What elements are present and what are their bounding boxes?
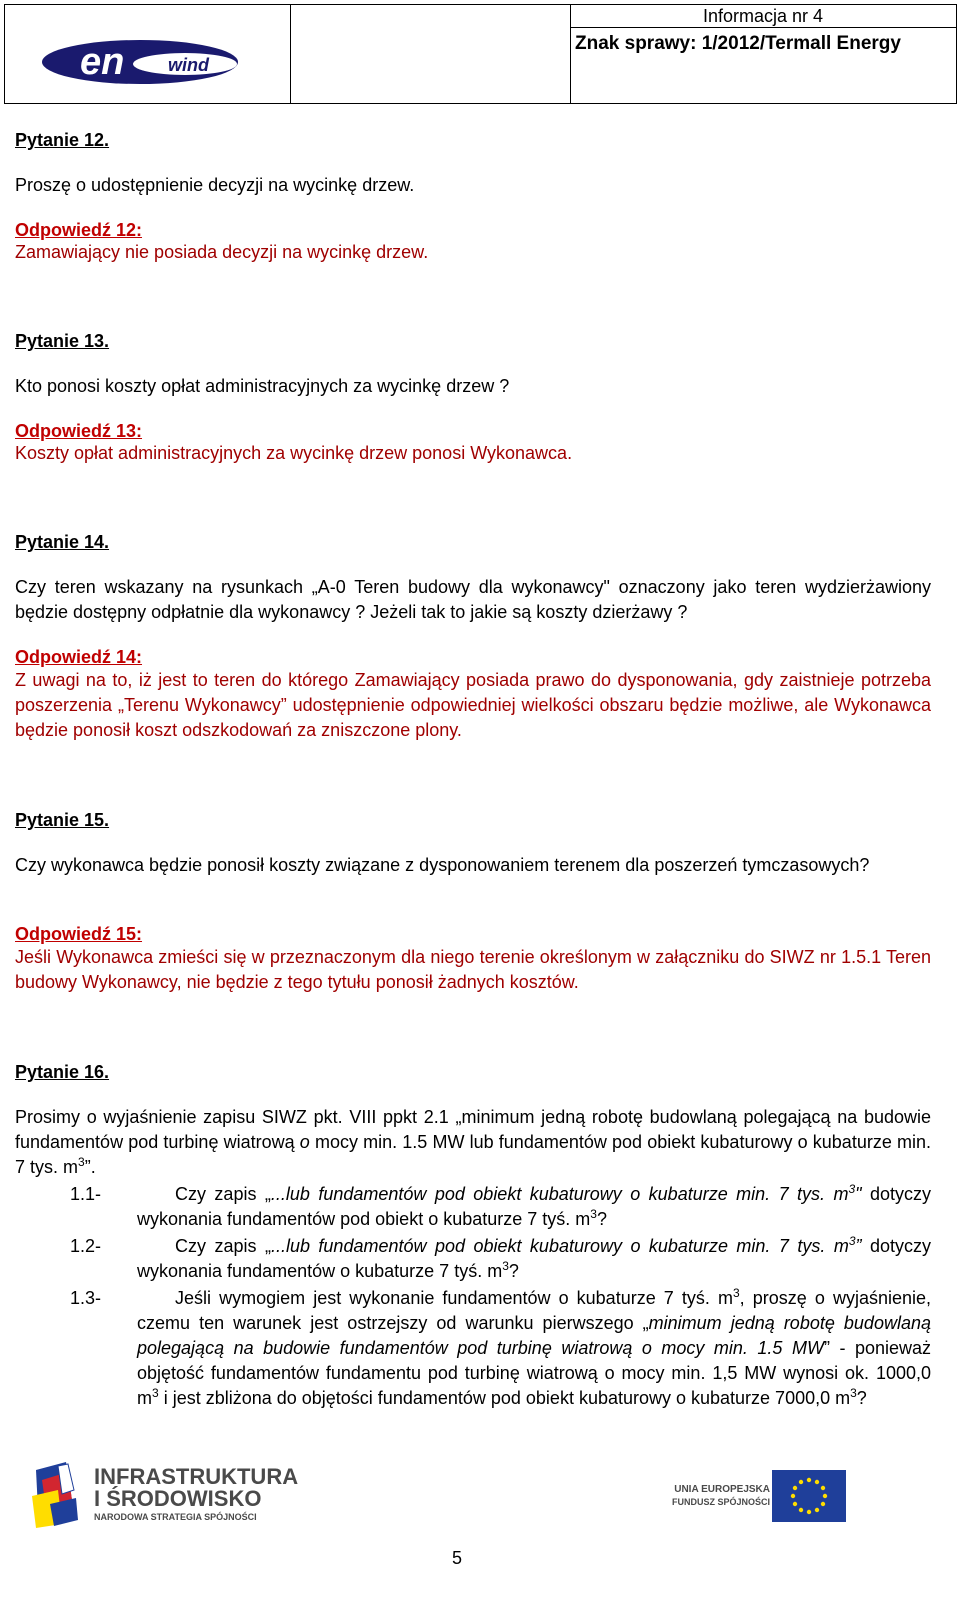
logo-text-en: en: [80, 41, 125, 83]
question-13-text: Kto ponosi koszty opłat administracyjnych za wycinkę drzew ?: [15, 376, 510, 396]
question-12-heading: Pytanie 12.: [15, 130, 110, 150]
footer-right-line2: FUNDUSZ SPÓJNOŚCI: [671, 1497, 770, 1507]
list-item-text: Czy zapis „...lub fundamentów pod obiekt kubaturowy o kubaturze min. 7 tys. $m^3$" dotyczy wykonania fundamentów pod obiekt o kubaturze 7 tyś. $m^3$?: [137, 1182, 931, 1229]
footer-left-line3: NARODOWA STRATEGIA SPÓJNOŚCI: [94, 1512, 257, 1522]
infrastruktura-srodowisko-logo: [28, 1460, 299, 1535]
question-16-intro: Prosimy o wyjaśnienie zapisu SIWZ pkt. VIII ppkt 2.1 „minimum jedną robotę budowlaną polegającą na budowie fundamentów pod turbinę wiatrową o mocy min. 1.5 MW lub fundamentów pod obiekt kubaturowy o kubaturze min. 7 tys. $m^3$”.: [15, 1107, 931, 1177]
footer-left-line2: I ŚRODOWISKO: [94, 1486, 262, 1511]
answer-15-heading: Odpowiedź 15:: [15, 924, 143, 944]
list-item-text: Czy zapis „...lub fundamentów pod obiekt kubaturowy o kubaturze min. 7 tys. $m^3$” dotyczy wykonania fundamentów o kubaturze 7 tyś. $m^3$?: [137, 1234, 931, 1281]
header-title-cell: [570, 5, 956, 28]
question-15-heading: Pytanie 15.: [15, 810, 110, 830]
question-12-text: Proszę o udostępnienie decyzji na wycinkę drzew.: [15, 175, 415, 195]
list-item-number: 1.1-: [70, 1184, 102, 1204]
answer-12-heading: Odpowiedź 12:: [15, 220, 143, 240]
answer-13-heading: Odpowiedź 13:: [15, 421, 143, 441]
list-item-text: Jeśli wymogiem jest wykonanie fundamentów o kubaturze 7 tyś. $m^3$, proszę o wyjaśnienie, czemu ten warunek jest ostrzejszy od warunku pierwszego „minimum jedną robotę budowlaną polegającą na budowie fundamentów pod turbinę wiatrową o mocy min. 1.5 MW” - ponieważ objętość fundamentów fundamentu pod turbinę wiatrową o mocy min. 1,5 MW wynosi ok. 1000,0 $m^3$ i jest zbliżona do objętości fundamentów pod obiekt kubaturowy o kubaturze 7000,0 $m^3$?: [137, 1286, 931, 1408]
answer-14-heading: Odpowiedź 14:: [15, 647, 143, 667]
list-item-number: 1.2-: [70, 1236, 102, 1256]
answer-12-text: Zamawiający nie posiada decyzji na wycinkę drzew.: [15, 242, 429, 262]
list-item-number: 1.3-: [70, 1288, 102, 1308]
logo-text-wind: wind: [168, 55, 209, 75]
answer-15-text: Jeśli Wykonawca zmieści się w przeznaczonym dla niego terenie określonym w załączniku do SIWZ nr 1.5.1 Teren budowy Wykonawcy, nie będzie z tego tytułu ponosił żadnych kosztów.: [15, 947, 931, 992]
eu-flag-icon: [772, 1470, 846, 1522]
document-title: Informacja nr 4: [702, 6, 824, 26]
question-13-heading: Pytanie 13.: [15, 331, 110, 351]
answer-13-text: Koszty opłat administracyjnych za wycinkę drzew ponosi Wykonawca.: [15, 443, 573, 463]
question-16-heading: Pytanie 16.: [15, 1062, 110, 1082]
footer-right-line1: UNIA EUROPEJSKA: [674, 1484, 770, 1495]
answer-14-text: Z uwagi na to, iż jest to teren do którego Zamawiający posiada prawo do dysponowania, gdy zaistnieje potrzeba poszerzenia „Terenu Wykonawcy” udostępnienie odpowiedniej wielkości obszaru będzie możliwe, ale Wykonawca będzie ponosił koszt odszkodowań za zniszczone plony.: [15, 670, 931, 740]
question-14-heading: Pytanie 14.: [15, 532, 110, 552]
header-empty-cell: [290, 5, 571, 103]
question-14-text: Czy teren wskazany na rysunkach „A-0 Teren budowy dla wykonawcy" oznaczony jako teren wydzierżawiony będzie dostępny odpłatnie dla wykonawcy ? Jeżeli tak to jakie są koszty dzierżawy ?: [15, 577, 931, 622]
case-reference: Znak sprawy: 1/2012/Termall Energy: [575, 33, 901, 54]
footer-left-line1: INFRASTRUKTURA: [94, 1464, 299, 1489]
question-15-text: Czy wykonawca będzie ponosił koszty związane z dysponowaniem terenem dla poszerzeń tymczasowych?: [15, 855, 870, 875]
enwind-logo: [40, 38, 240, 86]
page-number: 5: [452, 1548, 463, 1568]
